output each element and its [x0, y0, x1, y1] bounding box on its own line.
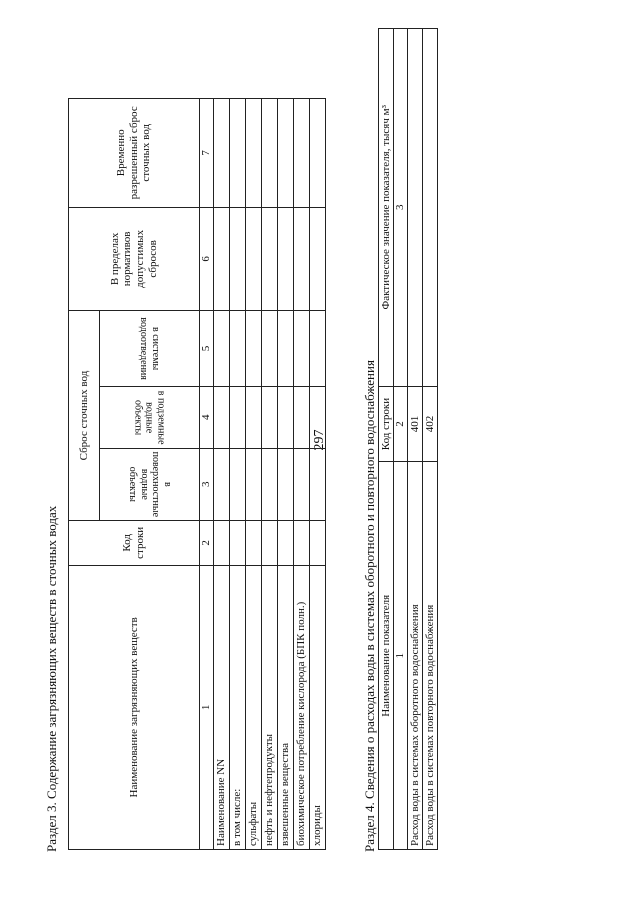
table-row	[310, 99, 326, 850]
table-row	[278, 99, 294, 850]
col-number: 5	[200, 311, 214, 387]
col-sewer-header	[100, 311, 200, 387]
col-number: 7	[200, 99, 214, 208]
col-number: 1	[200, 565, 214, 849]
section4-table	[378, 28, 438, 850]
col-underground-label: в подземные водные объекты	[132, 390, 167, 445]
table-row	[408, 29, 423, 850]
col-within-norms-header: В пределах нормативов допустимых сбросов	[69, 207, 200, 311]
table-row	[230, 99, 246, 850]
column-numbers-row	[394, 29, 408, 850]
section3-table	[68, 98, 326, 850]
table-row	[214, 99, 230, 850]
row-label: биохимическое потребление кислорода (БПК полн.)	[294, 565, 310, 849]
row-label: Наименование NN	[214, 565, 230, 849]
table-row	[262, 99, 278, 850]
section3	[44, 506, 68, 852]
col-number: 1	[394, 462, 408, 850]
col-surface-label: в поверхностные водные объекты	[127, 451, 173, 517]
row-label: Расход воды в системах повторного водоснабжения	[423, 462, 438, 850]
col-number: 3	[200, 448, 214, 520]
row-label: сульфаты	[246, 565, 262, 849]
section4-table-wrap	[378, 28, 438, 850]
col-name-header: Наименование загрязняющих веществ	[69, 565, 200, 849]
row-label: взвешенные вещества	[278, 565, 294, 849]
page-number: 297	[312, 429, 327, 451]
col-number: 2	[394, 386, 408, 462]
col-sewer-label: в системы водоотведения	[138, 317, 162, 380]
section3-table-wrap	[68, 98, 326, 850]
table-row	[246, 99, 262, 850]
col-temporary-header: Временно разрешенный сброс сточных вод	[69, 99, 200, 208]
table-row	[294, 99, 310, 850]
col-value-header: Фактическое значение показателя, тысяч м³	[379, 29, 394, 387]
column-numbers-row	[200, 99, 214, 850]
row-label: Расход воды в системах оборотного водоснабжения	[408, 462, 423, 850]
col-number: 3	[394, 29, 408, 387]
section3-title: Раздел 3. Содержание загрязняющих веществ в сточных водах	[44, 505, 59, 852]
col-number: 4	[200, 386, 214, 448]
row-label: нефть и нефтепродукты	[262, 565, 278, 849]
col-number: 2	[200, 520, 214, 565]
col-underground-header	[100, 386, 200, 448]
col-number: 6	[200, 207, 214, 311]
table-row	[423, 29, 438, 850]
section4	[362, 360, 378, 852]
col-discharge-header: Сброс сточных вод	[69, 311, 100, 521]
section4-title: Раздел 4. Сведения о расходах воды в системах оборотного и повторного водоснабжения	[362, 360, 377, 852]
col-code-header: Код строки	[69, 520, 200, 565]
col-name-header: Наименование показателя	[379, 462, 394, 850]
col-surface-header	[100, 448, 200, 520]
row-label: хлориды	[310, 565, 326, 849]
row-code: 402	[423, 386, 438, 462]
col-code-header: Код строки	[379, 386, 394, 462]
row-label: в том числе:	[230, 565, 246, 849]
row-code: 401	[408, 386, 423, 462]
